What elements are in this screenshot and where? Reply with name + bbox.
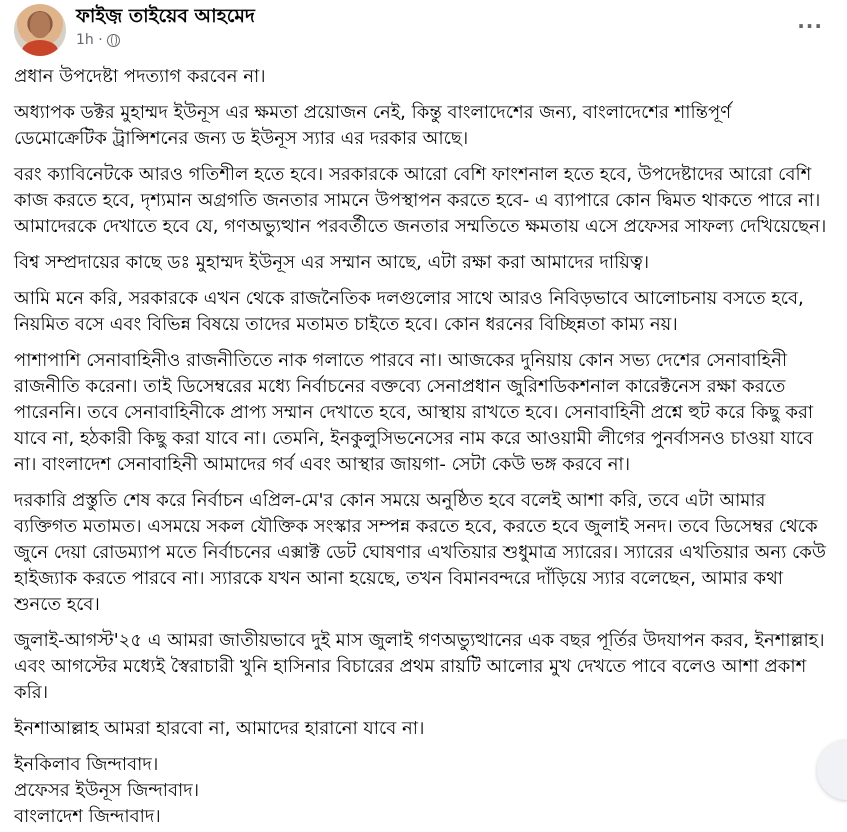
closing-line: প্রফেসর ইউনূস জিন্দাবাদ।	[14, 780, 200, 801]
post-paragraph: জুলাই-আগস্ট'২৫ এ আমরা জাতীয়ভাবে দুই মাস জুলাই গণঅভ্যুত্থানের এক বছর পূর্তির উদযাপন করব, ইনশাল্লাহ। এবং আগস্টের মধ্যেই স্বৈরাচারী খুনি হাসিনার বিচারের প্রথম রায়টি আলোর মুখ দেখতে পাবে বলেও আশা প্রকাশ করি।	[14, 630, 825, 703]
post-paragraph: দরকারি প্রস্তুতি শেষ করে নির্বাচন এপ্রিল-মে'র কোন সময়ে অনুষ্ঠিত হবে বলেই আশা করি, তবে এটা আমার ব্যক্তিগত মতামত। এসময়ে সকল যৌক্তিক সংস্কার সম্পন্ন করতে হবে, করতে হবে জুলাই সনদ। তবে ডিসেম্বর থেকে জুনে দেয়া রোডম্যাপ মতে নির্বাচনের এক্সাক্ট ডেট ঘোষণার এখতিয়ার শুধুমাত্র স্যারের। স্যারের এখতিয়ার অন্য কেউ হাইজ্যাক করতে পারবে না। স্যারকে যখন আনা হয়েছে, তখন বিমানবন্দরে দাঁড়িয়ে স্যার বলেছেন, আমার কথা শুনতে হবে।	[14, 490, 826, 615]
post-meta	[76, 32, 120, 48]
post-header	[0, 0, 847, 60]
avatar-shirt	[22, 40, 58, 56]
post-paragraph: বিশ্ব সম্প্রদায়ের কাছে ডঃ মুহাম্মদ ইউনূস এর সম্মান আছে, এটা রক্ষা করা আমাদের দায়িত্ব।	[14, 252, 650, 273]
author-name[interactable]: ফাইজ় তাইয়েব আহমেদ	[76, 5, 255, 27]
post-paragraph: অধ্যাপক ডক্টর মুহাম্মদ ইউনূস এর ক্ষমতা প্রয়োজন নেই, কিন্তু বাংলাদেশের জন্য, বাংলাদেশের শান্তিপূর্ণ ডেমোক্রেটিক ট্রান্সিশনের জন্য ড ইউনূস স্যার এর দরকার আছে।	[14, 102, 732, 149]
post-timestamp[interactable]: 1h ·	[76, 32, 103, 48]
avatar-face	[30, 12, 50, 38]
post-paragraph: ইনশাআল্লাহ আমরা হারবো না, আমাদের হারানো যাবে না।	[14, 718, 425, 739]
closing-line: ইনকিলাব জিন্দাবাদ।	[14, 754, 159, 775]
globe-icon	[107, 34, 120, 47]
post-body	[14, 64, 829, 830]
post-paragraph: বরং ক্যাবিনেটকে আরও গতিশীল হতে হবে। সরকারকে আরো বেশি ফাংশনাল হতে হবে, উপদেষ্টাদের আরো বেশি কাজ করতে হবে, দৃশ্যমান অগ্রগতি জনতার সামনে উপস্থাপন করতে হবে- এ ব্যাপারে কোন দ্বিমত থাকতে পারে না। আমাদেরকে দেখাতে হবে যে, গণঅভ্যুত্থান পরবর্তীতে জনতার সম্মতিতে ক্ষমতায় এসে প্রফেসর সাফল্য দেখিয়েছেন।	[14, 164, 827, 237]
post-paragraph: প্রধান উপদেষ্টা পদত্যাগ করবেন না।	[14, 66, 266, 87]
more-options-icon[interactable]: ···	[797, 14, 823, 38]
post-paragraph: পাশাপাশি সেনাবাহিনীও রাজনীতিতে নাক গলাতে পারবে না। আজকের দুনিয়ায় কোন সভ্য দেশের সেনাবাহিনী রাজনীতি করেনা। তাই ডিসেম্বরের মধ্যে নির্বাচনের বক্তব্যে সেনাপ্রধান জুরিশডিকশনাল কারেক্টনেস রক্ষা করতে পারেননি। তবে সেনাবাহিনীকে প্রাপ্য সম্মান দেখাতে হবে, আস্থায় রাখতে হবে। সেনাবাহিনী প্রশ্নে হুট করে কিছু করা যাবে না, হঠকারী কিছু করা যাবে না। তেমনি, ইনকুলুসিভনেসের নাম করে আওয়ামী লীগের পুনর্বাসনও চাওয়া যাবে না। বাংলাদেশ সেনাবাহিনী আমাদের গর্ব এবং আস্থার জায়গা- সেটা কেউ ভঙ্গ করবে না।	[14, 350, 814, 475]
author-avatar[interactable]	[14, 4, 66, 56]
post-paragraph: আমি মনে করি, সরকারকে এখন থেকে রাজনৈতিক দলগুলোর সাথে আরও নিবিড়ভাবে আলোচনায় বসতে হবে, নিয়মিত বসে এবং বিভিন্ন বিষয়ে তাদের মতামত চাইতে হবে। কোন ধরনের বিচ্ছিন্নতা কাম্য নয়।	[14, 288, 804, 335]
closing-line: বাংলাদেশ জিন্দাবাদ।	[14, 806, 161, 827]
